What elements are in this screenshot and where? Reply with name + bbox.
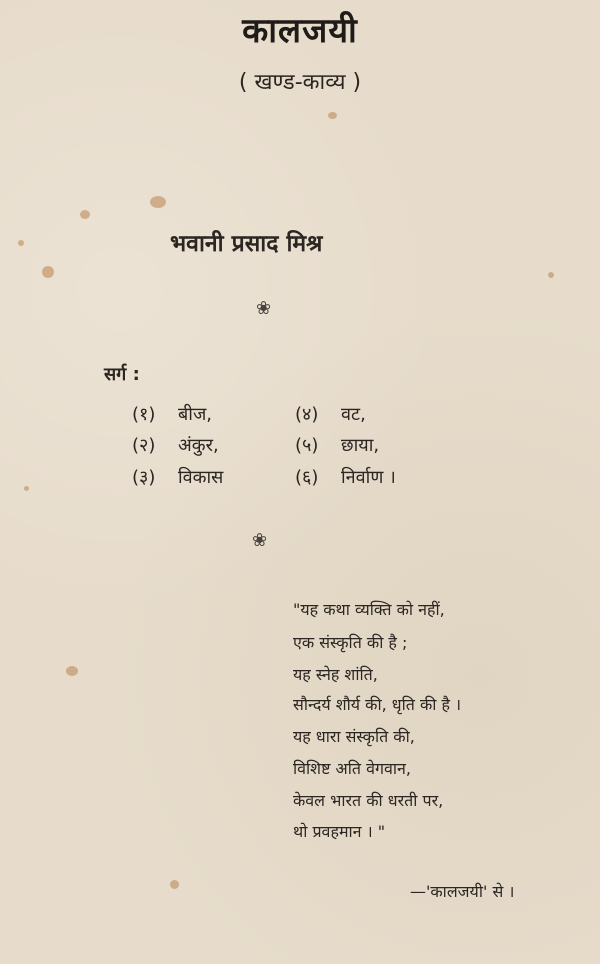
poem-line: केवल भारत की धरती पर, xyxy=(293,791,444,810)
flower-ornament-icon: ❀ xyxy=(252,530,268,551)
canto-number: (६) xyxy=(295,467,319,488)
poem-line: विशिष्ट अति वेगवान, xyxy=(293,759,411,778)
canto-item xyxy=(295,465,396,489)
canto-number: (१) xyxy=(132,404,156,425)
canto-number: (३) xyxy=(132,467,156,488)
canto-name: छाया, xyxy=(341,435,380,456)
paper-stain xyxy=(18,240,24,246)
poem-line: "यह कथा व्यक्ति को नहीं, xyxy=(293,600,445,619)
canto-item xyxy=(295,433,379,457)
canto-name: वट, xyxy=(341,404,366,425)
canto-name: बीज, xyxy=(178,404,213,425)
canto-name: निर्वाण । xyxy=(341,467,396,488)
canto-item xyxy=(132,433,219,457)
canto-item xyxy=(295,402,366,426)
paper-stain xyxy=(170,880,179,889)
poem-line: सौन्दर्य शौर्य की, धृति की है । xyxy=(293,695,462,714)
poem-line: यह धारा संस्कृति की, xyxy=(293,727,415,746)
paper-stain xyxy=(328,112,337,119)
paper-stain xyxy=(548,272,554,278)
book-title: कालजयी xyxy=(242,11,358,51)
paper-stain xyxy=(80,210,90,219)
author-name: भवानी प्रसाद मिश्र xyxy=(170,231,323,257)
paper-stain xyxy=(42,266,54,278)
canto-number: (२) xyxy=(132,435,156,456)
canto-number: (५) xyxy=(295,435,319,456)
paper-stain xyxy=(24,486,29,491)
canto-name: अंकुर, xyxy=(178,435,219,456)
paper-stain xyxy=(150,196,166,208)
poem-line: थो प्रवहमान । " xyxy=(293,822,386,841)
canto-number: (४) xyxy=(295,404,319,425)
poem-line: एक संस्कृति की है ; xyxy=(293,633,408,652)
flower-ornament-icon: ❀ xyxy=(256,298,272,319)
poem-line: यह स्नेह शांति, xyxy=(293,665,378,684)
quote-attribution: —'कालजयी' से । xyxy=(410,882,515,901)
book-subtitle: ( खण्ड-काव्य ) xyxy=(238,70,362,95)
canto-name: विकास xyxy=(178,467,224,488)
canto-item xyxy=(132,465,223,489)
canto-item xyxy=(132,402,212,426)
cantos-label: सर्ग : xyxy=(104,364,140,385)
paper-stain xyxy=(66,666,78,676)
